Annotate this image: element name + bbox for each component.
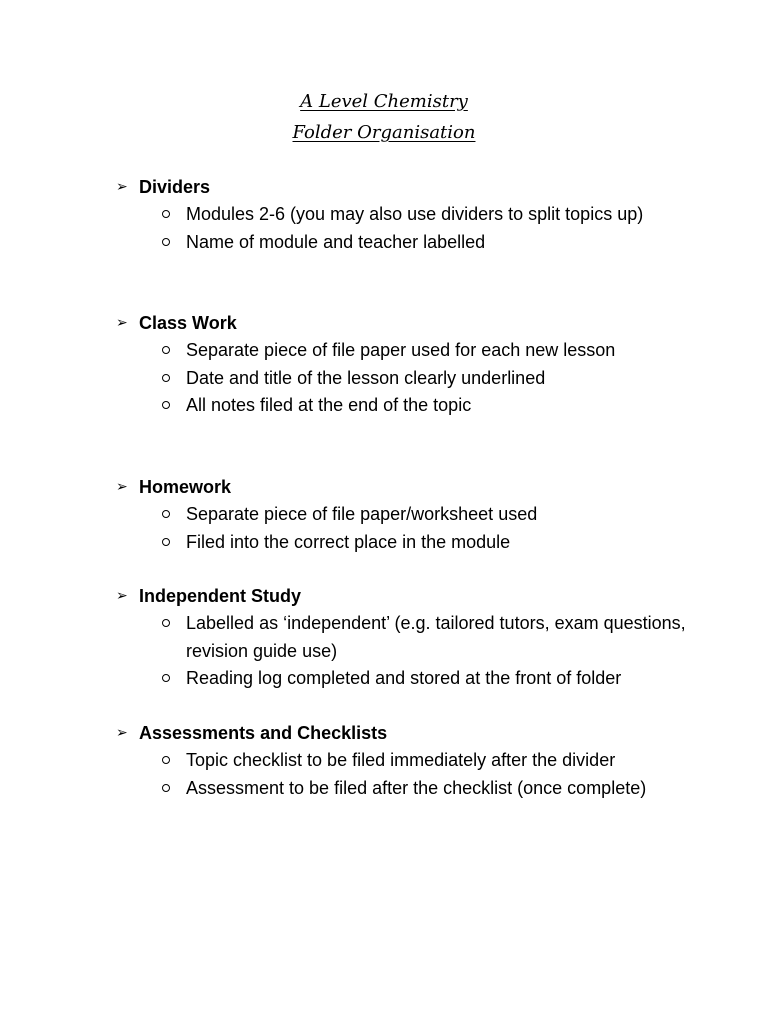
section-heading: Independent Study <box>139 586 301 606</box>
list-item-text: Reading log completed and stored at the front of folder <box>186 668 622 688</box>
title-line-1: A Level Chemistry <box>300 91 468 112</box>
document-title <box>0 86 768 148</box>
section-heading-row <box>116 310 736 337</box>
list-item-text: Separate piece of file paper used for each new lesson <box>186 340 616 360</box>
list-item-text: Separate piece of file paper/worksheet used <box>186 504 538 524</box>
section-heading-row <box>116 474 736 501</box>
list-item-text: Modules 2-6 (you may also use dividers to split topics up) <box>186 204 644 224</box>
list-item <box>116 229 736 257</box>
section-class-work <box>116 310 736 420</box>
list-item <box>116 775 736 803</box>
arrow-bullet-icon: ➢ <box>116 479 128 495</box>
hollow-circle-bullet-icon <box>162 238 170 246</box>
hollow-circle-bullet-icon <box>162 210 170 218</box>
section-heading: Assessments and Checklists <box>139 723 388 743</box>
list-item-text: Topic checklist to be filed immediately after the divider <box>186 750 616 770</box>
hollow-circle-bullet-icon <box>162 674 170 682</box>
hollow-circle-bullet-icon <box>162 756 170 764</box>
list-item-text: Labelled as ‘independent’ (e.g. tailored tutors, exam questions, revision guide use) <box>186 613 686 661</box>
section-independent-study <box>116 583 736 693</box>
section-heading-row <box>116 720 736 747</box>
section-items <box>116 337 736 420</box>
section-assessments-checklists <box>116 720 736 802</box>
list-item-text: Filed into the correct place in the module <box>186 531 511 552</box>
hollow-circle-bullet-icon <box>162 619 170 627</box>
hollow-circle-bullet-icon <box>162 374 170 382</box>
section-heading-row <box>116 174 736 201</box>
arrow-bullet-icon: ➢ <box>116 725 128 741</box>
section-items <box>116 501 736 556</box>
list-item-text: All notes filed at the end of the topic <box>186 395 472 415</box>
section-heading: Class Work <box>139 313 237 333</box>
section-heading: Homework <box>139 477 232 497</box>
section-items <box>116 201 736 256</box>
arrow-bullet-icon: ➢ <box>116 315 128 331</box>
list-item <box>116 665 736 693</box>
arrow-bullet-icon: ➢ <box>116 588 128 604</box>
list-item <box>116 392 736 420</box>
list-item <box>116 747 736 775</box>
list-item <box>116 365 736 393</box>
list-item <box>116 610 706 665</box>
hollow-circle-bullet-icon <box>162 538 170 546</box>
hollow-circle-bullet-icon <box>162 401 170 409</box>
list-item <box>116 201 736 229</box>
section-homework <box>116 474 736 556</box>
hollow-circle-bullet-icon <box>162 346 170 354</box>
section-heading-row <box>116 583 736 610</box>
section-items <box>116 610 736 693</box>
list-item <box>116 529 736 557</box>
hollow-circle-bullet-icon <box>162 510 170 518</box>
list-item <box>116 501 736 529</box>
section-heading: Dividers <box>139 177 211 197</box>
list-item-text: Date and title of the lesson clearly underlined <box>186 367 546 388</box>
section-dividers <box>116 174 736 256</box>
arrow-bullet-icon: ➢ <box>116 179 128 195</box>
hollow-circle-bullet-icon <box>162 784 170 792</box>
section-items <box>116 747 736 802</box>
list-item <box>116 337 736 365</box>
list-item-text: Assessment to be filed after the checklist (once complete) <box>186 777 647 798</box>
title-line-2: Folder Organisation <box>292 122 476 143</box>
list-item-text: Name of module and teacher labelled <box>186 231 486 252</box>
